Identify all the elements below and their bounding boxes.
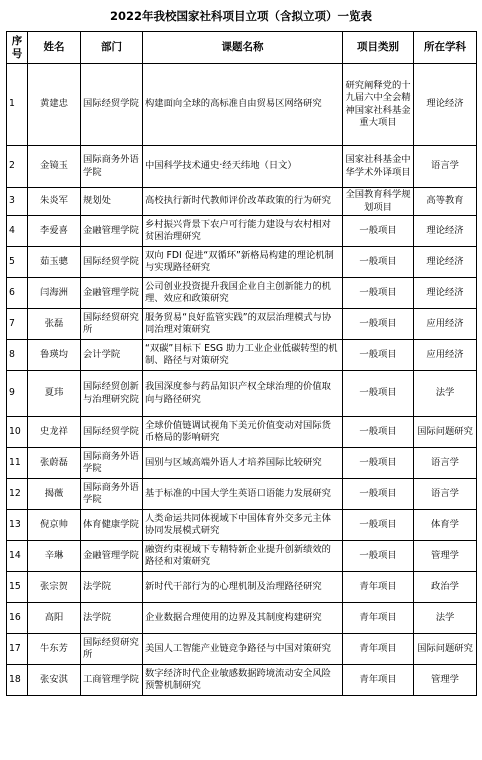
department-cell: 法学院	[81, 603, 143, 634]
department-cell: 会计学院	[81, 340, 143, 371]
category-cell: 全国教育科学规划项目	[343, 188, 414, 216]
category-cell: 研究阐释党的十九届六中全会精神国家社科基金重大项目	[343, 64, 414, 146]
serial-number-cell: 11	[7, 448, 28, 479]
name-cell: 黄建忠	[28, 64, 81, 146]
header-subject: 所在学科	[414, 32, 477, 64]
name-cell: 夏玮	[28, 371, 81, 417]
category-cell: 一般项目	[343, 448, 414, 479]
table-row	[7, 340, 477, 371]
name-cell: 牛东芳	[28, 634, 81, 665]
table-row	[7, 216, 477, 247]
subject-cell: 政治学	[414, 572, 477, 603]
category-cell: 一般项目	[343, 216, 414, 247]
category-cell: 一般项目	[343, 510, 414, 541]
name-cell: 闫海洲	[28, 278, 81, 309]
subject-cell: 理论经济	[414, 247, 477, 278]
table-row	[7, 371, 477, 417]
topic-cell: 公司创业投资提升我国企业自主创新能力的机理、效应和政策研究	[143, 278, 343, 309]
serial-number-cell: 14	[7, 541, 28, 572]
category-cell: 一般项目	[343, 309, 414, 340]
serial-number-cell: 2	[7, 146, 28, 188]
department-cell: 法学院	[81, 572, 143, 603]
subject-cell: 理论经济	[414, 216, 477, 247]
name-cell: 朱炎军	[28, 188, 81, 216]
subject-cell: 法学	[414, 603, 477, 634]
subject-cell: 应用经济	[414, 340, 477, 371]
table-row	[7, 665, 477, 696]
subject-cell: 管理学	[414, 665, 477, 696]
subject-cell: 法学	[414, 371, 477, 417]
subject-cell: 语言学	[414, 448, 477, 479]
header-department: 部门	[81, 32, 143, 64]
department-cell: 金融管理学院	[81, 541, 143, 572]
table-row	[7, 417, 477, 448]
projects-table	[6, 31, 477, 696]
serial-number-cell: 10	[7, 417, 28, 448]
subject-cell: 体育学	[414, 510, 477, 541]
header-topic: 课题名称	[143, 32, 343, 64]
category-cell: 青年项目	[343, 572, 414, 603]
table-row	[7, 64, 477, 146]
subject-cell: 国际问题研究	[414, 634, 477, 665]
category-cell: 国家社科基金中华学术外译项目	[343, 146, 414, 188]
department-cell: 国际经贸研究所	[81, 309, 143, 340]
category-cell: 一般项目	[343, 278, 414, 309]
serial-number-cell: 18	[7, 665, 28, 696]
serial-number-cell: 15	[7, 572, 28, 603]
name-cell: 鲁瑛均	[28, 340, 81, 371]
table-row	[7, 572, 477, 603]
table-row	[7, 634, 477, 665]
serial-number-cell: 12	[7, 479, 28, 510]
name-cell: 倪京帅	[28, 510, 81, 541]
subject-cell: 国际问题研究	[414, 417, 477, 448]
serial-number-cell: 6	[7, 278, 28, 309]
category-cell: 青年项目	[343, 665, 414, 696]
category-cell: 一般项目	[343, 340, 414, 371]
department-cell: 国际经贸学院	[81, 417, 143, 448]
table-row	[7, 510, 477, 541]
topic-cell: 融资约束视域下专精特新企业提升创新绩效的路径和对策研究	[143, 541, 343, 572]
topic-cell: 服务贸易“良好监管实践”的双层治理模式与协同治理对策研究	[143, 309, 343, 340]
department-cell: 国际商务外语学院	[81, 146, 143, 188]
header-category: 项目类别	[343, 32, 414, 64]
topic-cell: 国别与区域高端外语人才培养国际比较研究	[143, 448, 343, 479]
category-cell: 一般项目	[343, 479, 414, 510]
topic-cell: 构建面向全球的高标准自由贸易区网络研究	[143, 64, 343, 146]
name-cell: 辛琳	[28, 541, 81, 572]
name-cell: 茹玉骢	[28, 247, 81, 278]
department-cell: 国际经贸创新与治理研究院	[81, 371, 143, 417]
topic-cell: 全球价值链调试视角下美元价值变动对国际货币格局的影响研究	[143, 417, 343, 448]
category-cell: 青年项目	[343, 603, 414, 634]
subject-cell: 语言学	[414, 146, 477, 188]
subject-cell: 理论经济	[414, 64, 477, 146]
category-cell: 一般项目	[343, 417, 414, 448]
table-row	[7, 541, 477, 572]
subject-cell: 应用经济	[414, 309, 477, 340]
serial-number-cell: 4	[7, 216, 28, 247]
table-row	[7, 278, 477, 309]
serial-number-cell: 13	[7, 510, 28, 541]
table-row	[7, 309, 477, 340]
subject-cell: 理论经济	[414, 278, 477, 309]
department-cell: 国际商务外语学院	[81, 479, 143, 510]
topic-cell: 美国人工智能产业链竞争路径与中国对策研究	[143, 634, 343, 665]
name-cell: 史龙祥	[28, 417, 81, 448]
header-serial-number: 序号	[7, 32, 28, 64]
serial-number-cell: 8	[7, 340, 28, 371]
subject-cell: 语言学	[414, 479, 477, 510]
table-header-row	[7, 32, 477, 64]
table-row	[7, 448, 477, 479]
topic-cell: 乡村振兴背景下农户可行能力建设与农村相对贫困治理研究	[143, 216, 343, 247]
name-cell: 李爱喜	[28, 216, 81, 247]
department-cell: 国际商务外语学院	[81, 448, 143, 479]
document-title: 2022年我校国家社科项目立项（含拟立项）一览表	[109, 9, 372, 23]
header-name: 姓名	[28, 32, 81, 64]
table-row	[7, 247, 477, 278]
category-cell: 青年项目	[343, 634, 414, 665]
department-cell: 金融管理学院	[81, 216, 143, 247]
department-cell: 体育健康学院	[81, 510, 143, 541]
serial-number-cell: 5	[7, 247, 28, 278]
name-cell: 揭薇	[28, 479, 81, 510]
name-cell: 高阳	[28, 603, 81, 634]
serial-number-cell: 3	[7, 188, 28, 216]
topic-cell: 中国科学技术通史·经天纬地（日文）	[143, 146, 343, 188]
serial-number-cell: 17	[7, 634, 28, 665]
topic-cell: 数字经济时代企业敏感数据跨境流动安全风险预警机制研究	[143, 665, 343, 696]
name-cell: 张蔚磊	[28, 448, 81, 479]
topic-cell: 基于标准的中国大学生英语口语能力发展研究	[143, 479, 343, 510]
name-cell: 金镜玉	[28, 146, 81, 188]
name-cell: 张宗贺	[28, 572, 81, 603]
table-row	[7, 479, 477, 510]
topic-cell: 高校执行新时代教师评价改革政策的行为研究	[143, 188, 343, 216]
department-cell: 国际经贸研究所	[81, 634, 143, 665]
topic-cell: 人类命运共同体视域下中国体育外交多元主体协同发展模式研究	[143, 510, 343, 541]
table-row	[7, 603, 477, 634]
department-cell: 金融管理学院	[81, 278, 143, 309]
topic-cell: 企业数据合理使用的边界及其制度构建研究	[143, 603, 343, 634]
serial-number-cell: 1	[7, 64, 28, 146]
subject-cell: 管理学	[414, 541, 477, 572]
topic-cell: “双碳”目标下 ESG 助力工业企业低碳转型的机制、路径与对策研究	[143, 340, 343, 371]
serial-number-cell: 16	[7, 603, 28, 634]
department-cell: 规划处	[81, 188, 143, 216]
name-cell: 张安淇	[28, 665, 81, 696]
category-cell: 一般项目	[343, 541, 414, 572]
category-cell: 一般项目	[343, 371, 414, 417]
table-row	[7, 146, 477, 188]
department-cell: 国际经贸学院	[81, 247, 143, 278]
topic-cell: 双向 FDI 促进“双循环”新格局构建的理论机制与实现路径研究	[143, 247, 343, 278]
topic-cell: 新时代干部行为的心理机制及治理路径研究	[143, 572, 343, 603]
department-cell: 工商管理学院	[81, 665, 143, 696]
name-cell: 张磊	[28, 309, 81, 340]
serial-number-cell: 9	[7, 371, 28, 417]
department-cell: 国际经贸学院	[81, 64, 143, 146]
subject-cell: 高等教育	[414, 188, 477, 216]
table-row	[7, 188, 477, 216]
topic-cell: 我国深度参与药品知识产权全球治理的价值取向与路径研究	[143, 371, 343, 417]
serial-number-cell: 7	[7, 309, 28, 340]
category-cell: 一般项目	[343, 247, 414, 278]
